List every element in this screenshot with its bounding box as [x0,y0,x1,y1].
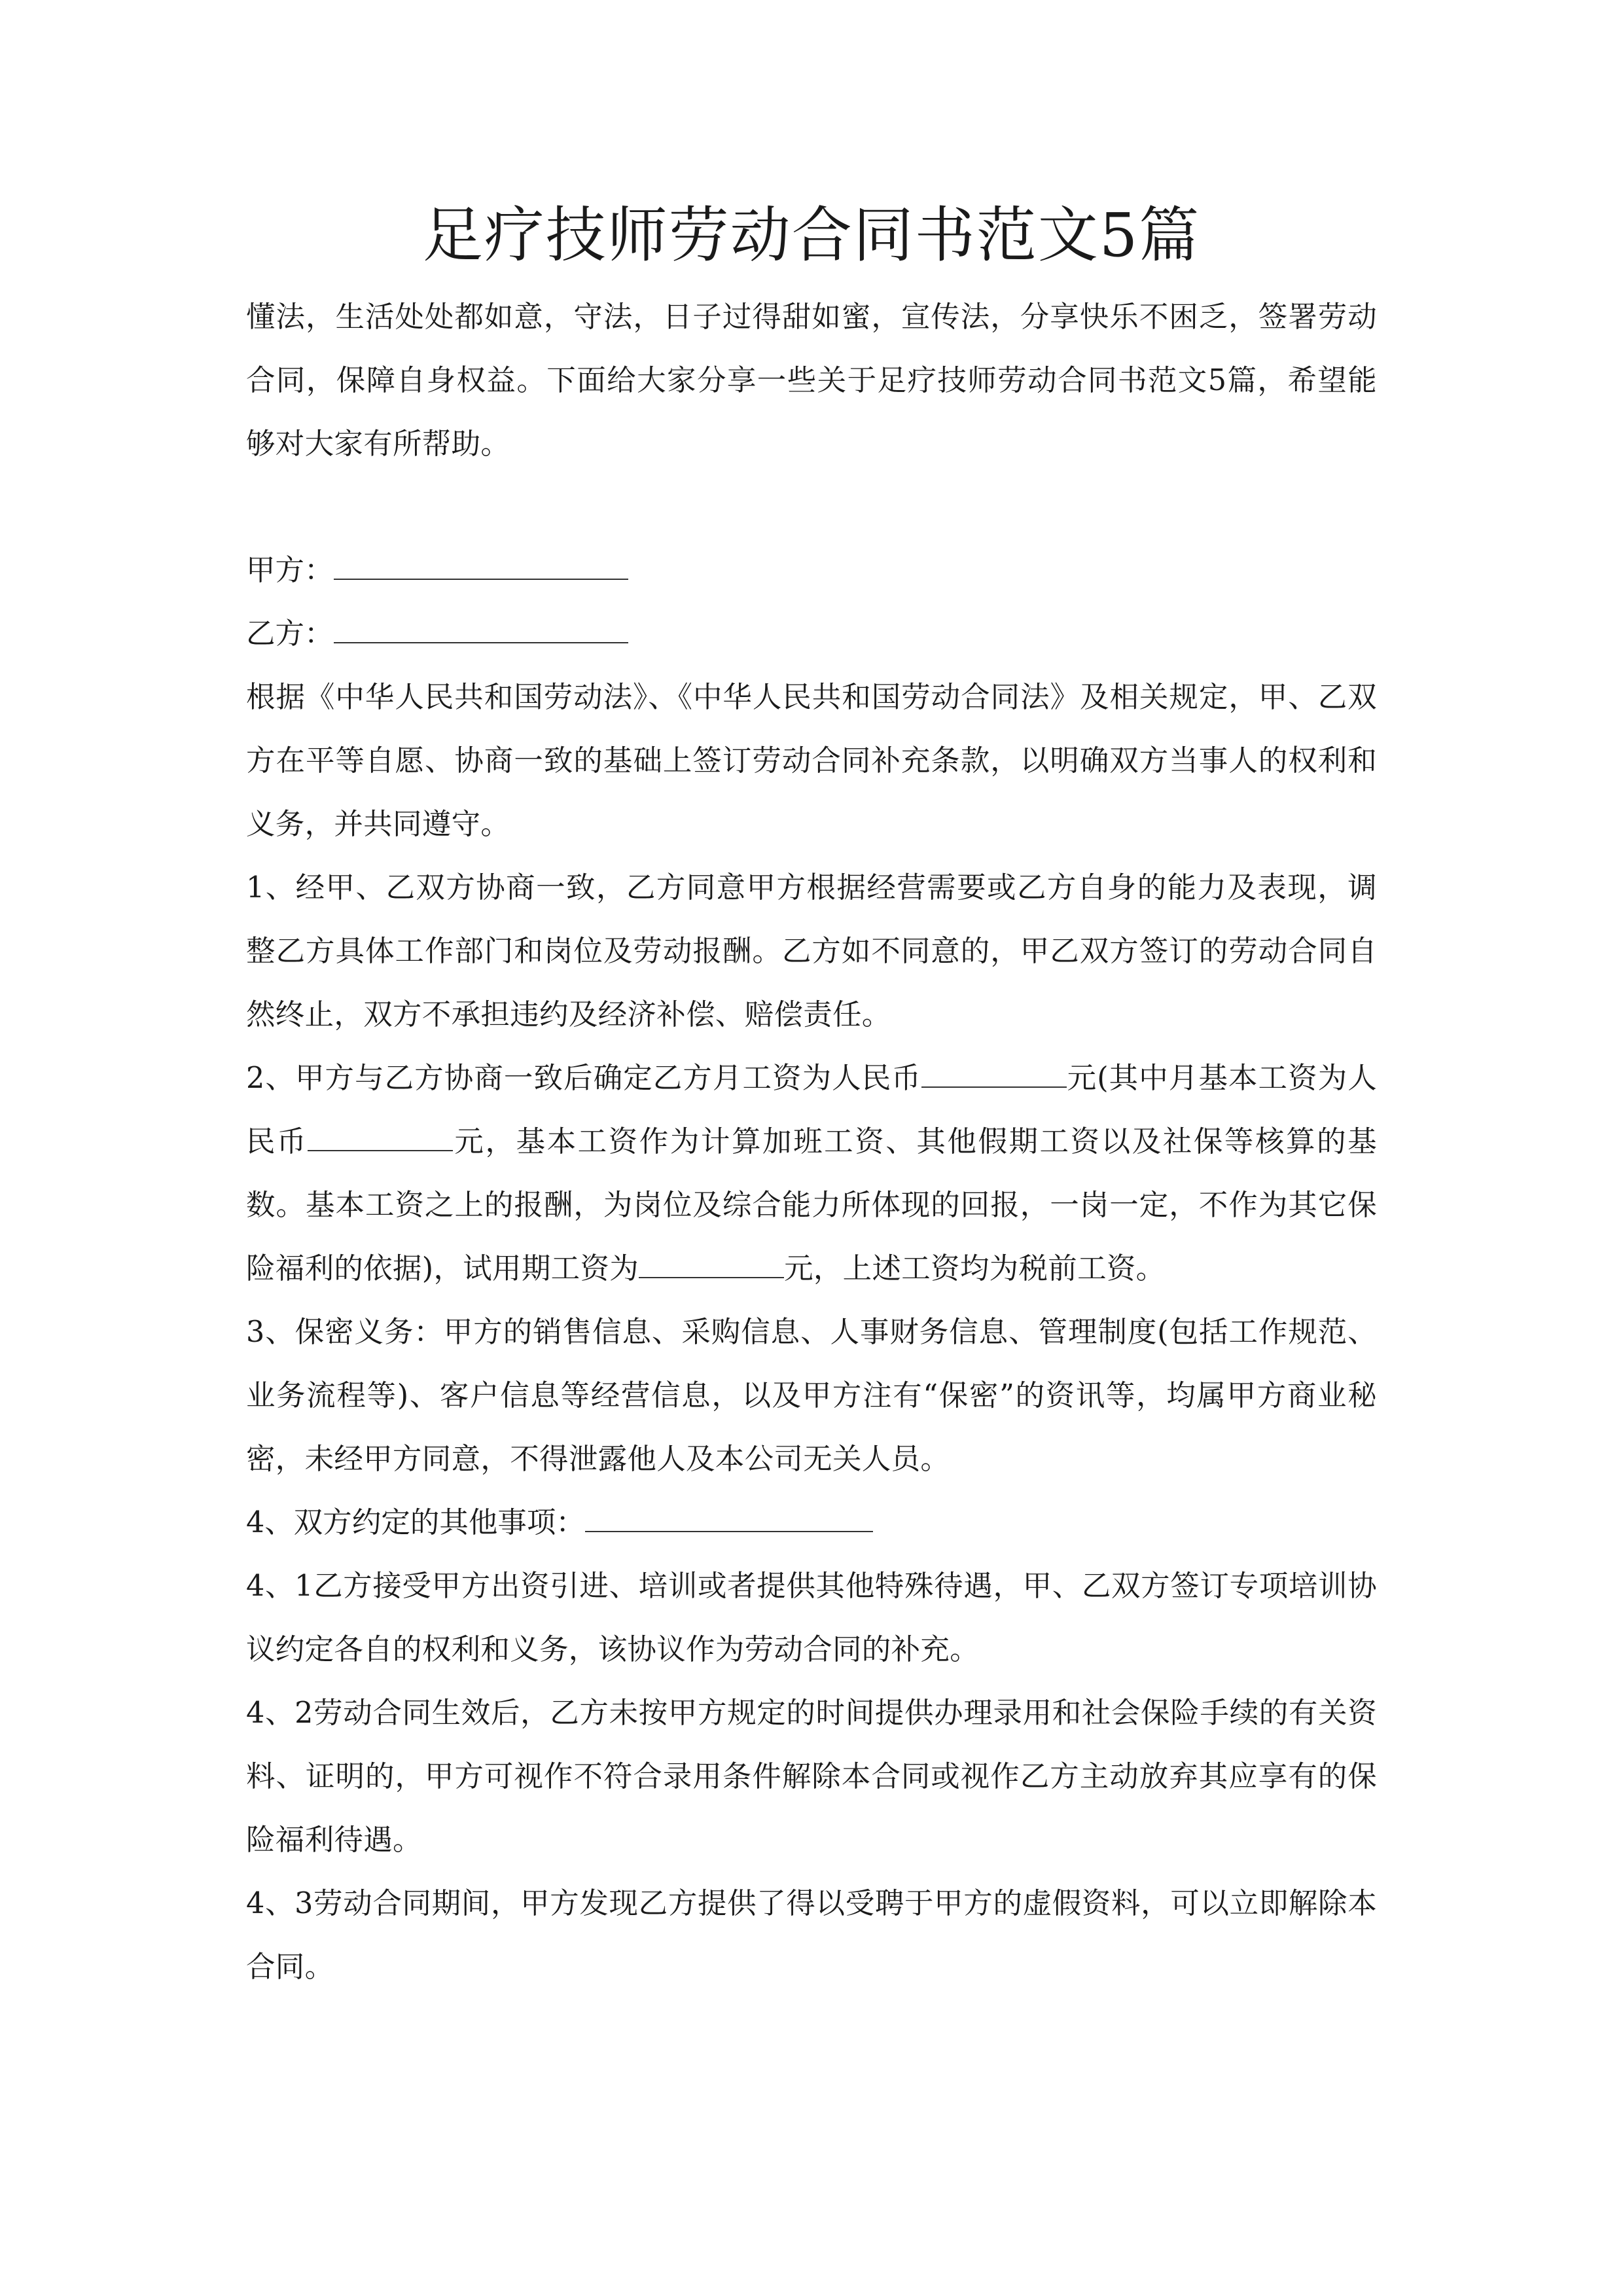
party-a-line [246,539,1377,602]
clause-4-3: 4、3劳动合同期间，甲方发现乙方提供了得以受聘于甲方的虚假资料，可以立即解除本合同。 [246,1887,1377,1984]
clause-2-text-4: 元，上述工资均为税前工资。 [784,1252,1166,1285]
spacer [246,476,1377,539]
other-matters-blank [585,1505,873,1532]
intro-paragraph: 懂法，生活处处都如意，守法，日子过得甜如蜜，宣传法，分享快乐不困乏，签署劳动合同，保障自身权益。下面给大家分享一些关于足疗技师劳动合同书范文5篇，希望能够对大家有所帮助。 [246,300,1377,461]
clause-2-text-1: 2、甲方与乙方协商一致后确定乙方月工资为人民币 [246,1062,921,1095]
monthly-salary-blank [921,1060,1067,1088]
clause-4-2: 4、2劳动合同生效后，乙方未按甲方规定的时间提供办理录用和社会保险手续的有关资料、证明的，甲方可视作不符合录用条件解除本合同或视作乙方主动放弃其应享有的保险福利待遇。 [246,1696,1377,1857]
clause-2-text-3: 元，基本工资作为计算加班工资、其他假期工资以及社保等核算的基数。基本工资之上的报酬，为岗位及综合能力所体现的回报，一岗一定，不作为其它保险福利的依据)，试用期工资为 [246,1125,1377,1285]
document-title: 足疗技师劳动合同书范文5篇 [422,200,1201,270]
clause-4-1: 4、1乙方接受甲方出资引进、培训或者提供其他特殊待遇，甲、乙双方签订专项培训协议约定各自的权利和义务，该协议作为劳动合同的补充。 [246,1570,1377,1666]
clause-4: 4、双方约定的其他事项： [246,1506,585,1539]
party-b-label: 乙方： [246,617,334,651]
document-page [246,190,1377,1999]
basis-paragraph: 根据《中华人民共和国劳动法》、《中华人民共和国劳动合同法》及相关规定，甲、乙双方在平等自愿、协商一致的基础上签订劳动合同补充条款，以明确双方当事人的权利和义务，并共同遵守。 [246,681,1377,841]
clause-2-text-2: 元(其中月基本工资为人民币 [246,1062,1377,1158]
party-b-blank [334,616,628,643]
party-a-label: 甲方： [246,554,334,587]
probation-salary-blank [639,1251,784,1278]
clause-1: 1、经甲、乙双方协商一致，乙方同意甲方根据经营需要或乙方自身的能力及表现，调整乙方具体工作部门和岗位及劳动报酬。乙方如不同意的，甲乙双方签订的劳动合同自然终止，双方不承担违约及经济补偿、赔偿责任。 [246,871,1377,1031]
base-salary-blank [308,1124,453,1151]
clause-3: 3、保密义务：甲方的销售信息、采购信息、人事财务信息、管理制度(包括工作规范、业务流程等)、客户信息等经营信息，以及甲方注有“保密”的资讯等，均属甲方商业秘密，未经甲方同意，不得泄露他人及本公司无关人员。 [246,1316,1377,1476]
clause-4-line [246,1491,1377,1554]
party-b-line [246,602,1377,666]
clause-2 [246,1047,1377,1300]
party-a-blank [334,552,628,580]
